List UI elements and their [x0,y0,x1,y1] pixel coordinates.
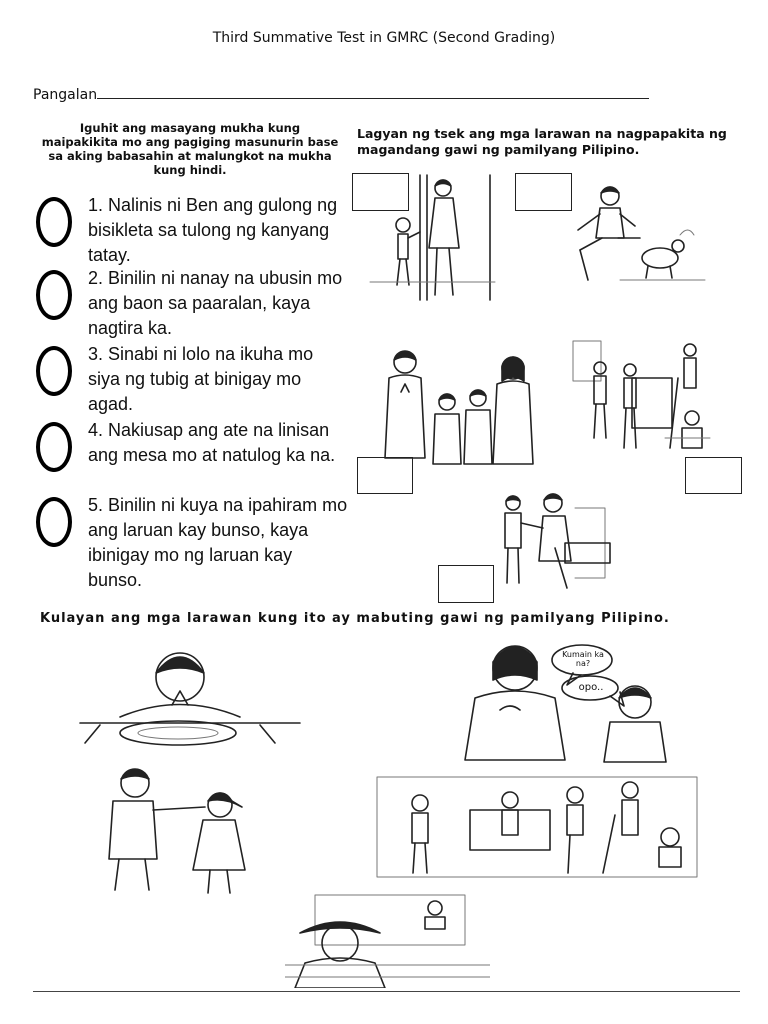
part1-instruction: Iguhit ang masayang mukha kung maipakikita mo ang pagiging masunurin base sa aking babasahin at malungkot na mukha kung hindi. [41,121,339,177]
family-cleaning-illustration [570,338,720,468]
speech-bubble-2-text: opo.. [578,682,604,693]
mother-asking-child-illustration [405,640,705,765]
answer-circle-1[interactable] [36,197,72,247]
item-3 [36,342,346,416]
part3-instruction: Kulayan ang mga larawan kung ito ay mabuting gawi ng pamilyang Pilipino. [40,611,670,626]
speech-bubble-1-text: Kumain ka na? [562,650,604,668]
item-3-text: 3. Sinabi ni lolo na ikuha mo siya ng tubig at binigay mo agad. [88,344,314,414]
answer-circle-5[interactable] [36,497,72,547]
item-1 [36,193,346,267]
item-5-text: 5. Binilin ni kuya na ipahiram mo ang laruan kay bunso, kaya ibinigay mo ng laruan kay bunso. [88,495,348,590]
child-helping-grandmother-illustration [495,488,620,593]
answer-circle-3[interactable] [36,346,72,396]
child-praying-before-meal-illustration [60,645,310,750]
name-label: Pangalan [33,87,98,103]
item-1-text: 1. Nalinis ni Ben ang gulong ng bisikleta sa tulong ng kanyang tatay. [88,195,338,265]
family-praying-illustration [375,340,540,475]
answer-circle-4[interactable] [36,422,72,472]
page-title: Third Summative Test in GMRC (Second Grading) [212,30,556,46]
item-5 [36,493,348,590]
boy-kicking-dog-illustration [560,180,710,295]
name-blank-line[interactable] [97,86,649,99]
answer-circle-2[interactable] [36,270,72,320]
child-leaving-mother-illustration [365,170,500,310]
mother-and-child-illustration [285,893,490,988]
item-4-text: 4. Nakiusap ang ate na linisan ang mesa mo at natulog ka na. [88,420,336,465]
item-4 [36,418,346,492]
father-helping-daughter-illustration [75,765,275,895]
check-box-5[interactable] [438,565,494,603]
item-2 [36,266,346,340]
part2-instruction: Lagyan ng tsek ang mga larawan na nagpapakita ng magandang gawi ng pamilyang Pilipino. [357,126,727,157]
page-bottom-rule [33,991,740,992]
family-cleaning-house-illustration [375,775,700,880]
item-2-text: 2. Binilin ni nanay na ubusin mo ang baon sa paaralan, kaya nagtira ka. [88,268,343,338]
name-field[interactable] [33,86,649,103]
